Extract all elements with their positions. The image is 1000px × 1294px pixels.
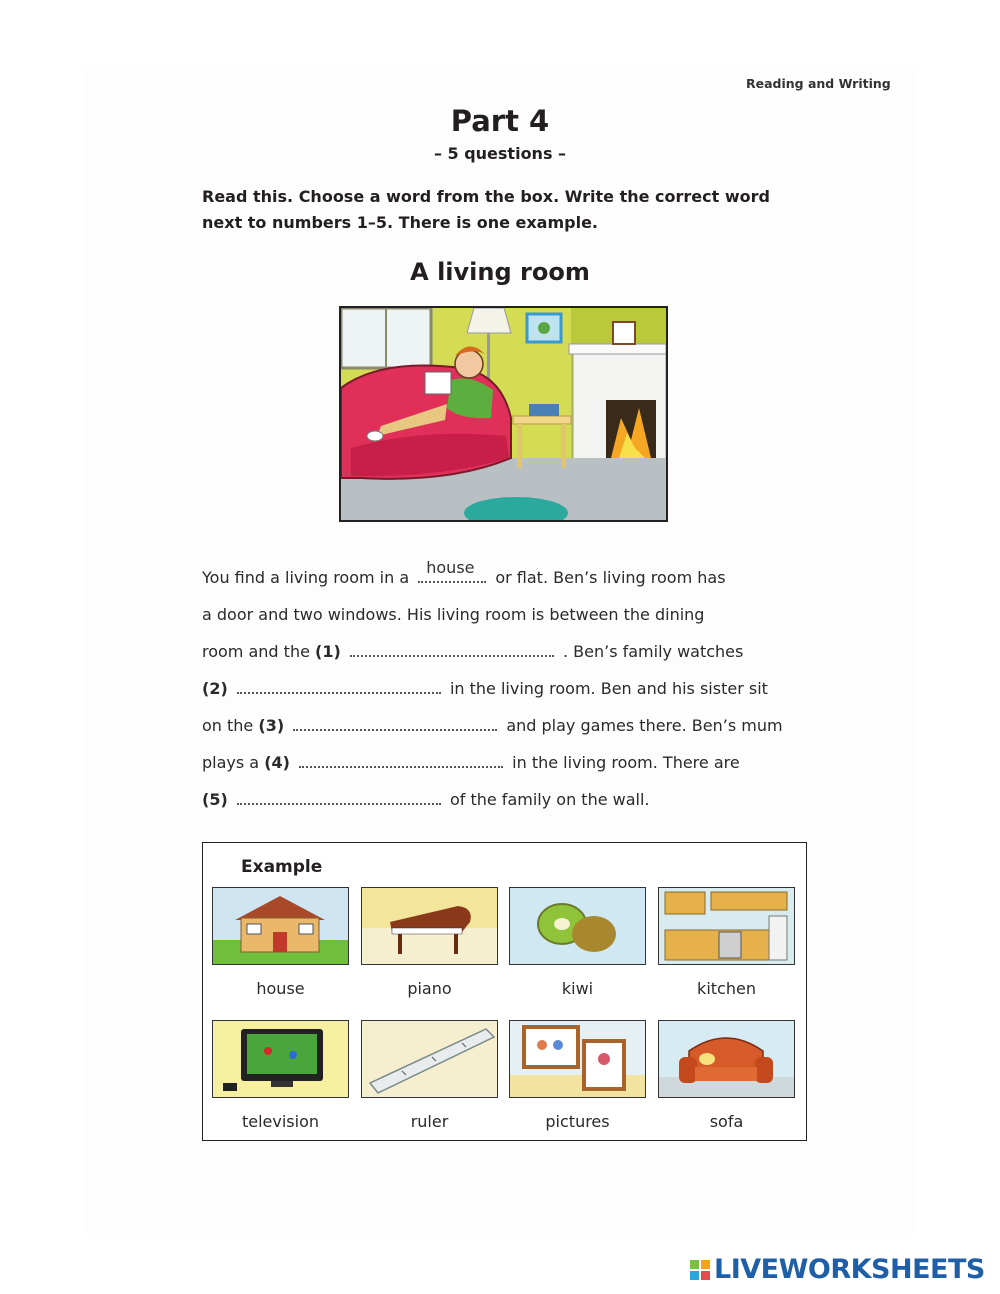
question-number-1: (1) [315, 642, 341, 661]
passage-line-3 [202, 638, 802, 675]
brand-name: LIVEWORKSHEETS [714, 1254, 985, 1285]
section-label: Reading and Writing [746, 76, 891, 91]
word-label: piano [407, 979, 452, 998]
answer-blank-4[interactable] [299, 752, 503, 768]
instructions: Read this. Choose a word from the box. Write the correct word next to numbers 1–5. There is one example. [202, 187, 770, 232]
question-number-3: (3) [258, 716, 285, 735]
passage-line-2 [202, 601, 802, 638]
passage-line-4 [202, 675, 802, 712]
pictures-icon [509, 1020, 646, 1098]
passage-text: on the [202, 716, 254, 735]
passage-line-1 [202, 558, 802, 601]
answer-blank-2[interactable] [237, 678, 441, 694]
example-label: Example [241, 857, 323, 877]
question-number-2: (2) [202, 679, 228, 698]
passage-text: of the family on the wall. [449, 790, 650, 809]
reading-passage [202, 558, 802, 823]
passage-text: or flat. Ben’s living room has [495, 568, 726, 587]
logo-mark-icon [690, 1260, 710, 1280]
word-label: sofa [709, 1112, 744, 1131]
passage-text: and play games there. Ben’s mum [506, 716, 783, 735]
part-title: Part 4 [450, 104, 550, 138]
passage-text: plays a [202, 753, 260, 772]
word-label: ruler [410, 1112, 449, 1131]
television-icon [212, 1020, 349, 1098]
question-number-5: (5) [202, 790, 228, 809]
answer-blank-1[interactable] [350, 641, 554, 657]
word-box [202, 842, 807, 1141]
passage-text: room and the [202, 642, 310, 661]
word-label: kitchen [697, 979, 756, 998]
passage-text: in the living room. Ben and his sister sit [449, 679, 768, 698]
sofa-icon [658, 1020, 795, 1098]
part-subtitle: – 5 questions – [433, 144, 567, 163]
piano-icon [361, 887, 498, 965]
word-label: house [256, 979, 305, 998]
question-number-4: (4) [264, 753, 290, 772]
passage-text: You find a living room in a [202, 568, 410, 587]
answer-blank-5[interactable] [237, 789, 441, 805]
passage-text: in the living room. There are [512, 753, 740, 772]
story-title: A living room [410, 258, 590, 286]
example-answer-text: house [426, 558, 475, 577]
ruler-icon [361, 1020, 498, 1098]
passage-line-6 [202, 749, 802, 786]
kiwi-icon [509, 887, 646, 965]
passage-text: a door and two windows. His living room is between the dining [202, 605, 705, 624]
kitchen-icon [658, 887, 795, 965]
word-label: kiwi [561, 979, 594, 998]
passage-line-7 [202, 786, 802, 823]
living-room-illustration [339, 306, 668, 522]
passage-text: . Ben’s family watches [562, 642, 744, 661]
house-icon [212, 887, 349, 965]
answer-blank-3[interactable] [293, 715, 497, 731]
example-answer [418, 558, 486, 583]
word-label: television [241, 1112, 320, 1131]
passage-line-5 [202, 712, 802, 749]
word-label: pictures [545, 1112, 610, 1131]
liveworksheets-logo [690, 1254, 985, 1285]
